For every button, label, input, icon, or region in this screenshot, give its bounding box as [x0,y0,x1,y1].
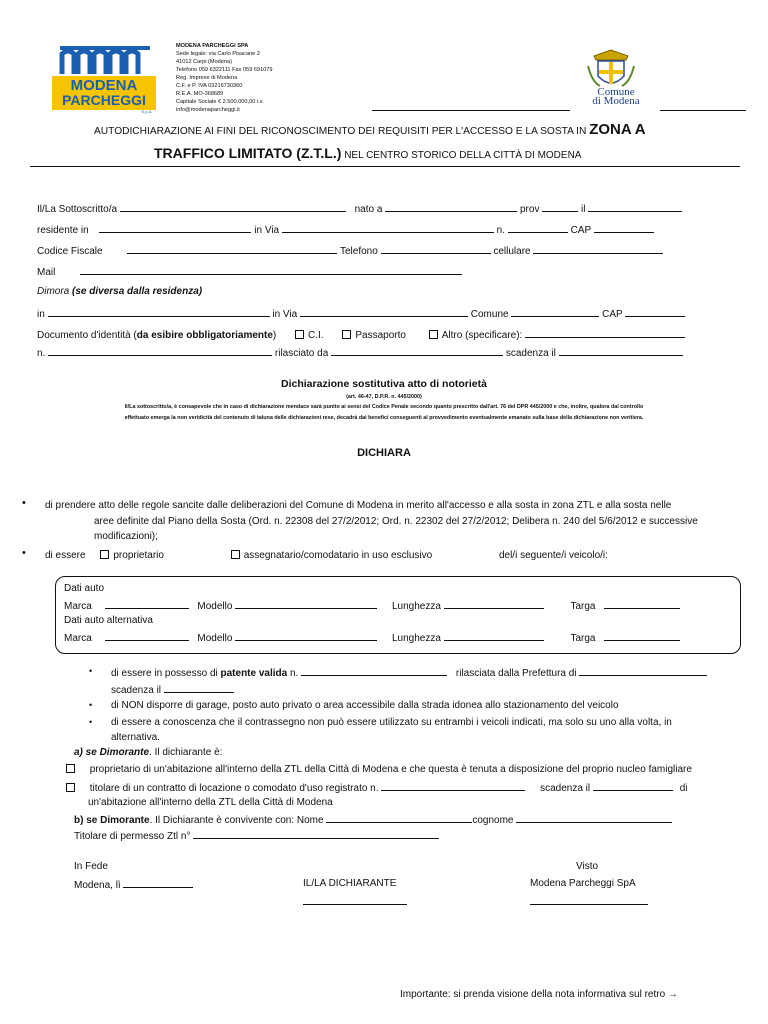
label-telefono: Telefono [339,246,378,257]
dichiarazione-ref: (art. 46-47, D.P.R. n. 445/2000) [346,394,422,400]
comune-name-2: di Modena [592,95,640,107]
label-lunghezza-alt: Lunghezza [391,633,441,644]
field-row-codice-fiscale [37,244,663,257]
label-marca-alt: Marca [64,633,92,644]
address-line: Telefono 059 6322111 Fax 059 691079 [176,67,273,73]
field-row-dimora-address [37,307,685,320]
titolare-permesso-field[interactable] [193,829,439,839]
label-di-essere: di essere [45,550,86,561]
dimora-note: (se diversa dalla residenza) [72,286,203,297]
label-marca: Marca [64,601,92,612]
contratto-scadenza-field[interactable] [593,781,673,791]
label-ci: C.I. [308,330,324,341]
bullet-icon: • [22,497,26,509]
passaporto-checkbox[interactable] [342,330,351,339]
address-line: C.F. e P. IVA 03216730360 [176,83,243,89]
dimoranti-opt2-row [66,781,687,794]
label-comune: Comune [470,309,509,320]
dimoranti-b-row [74,813,672,826]
label-del-veicolo: del/i seguente/i veicolo/i: [498,550,608,561]
patente-number-field[interactable] [301,666,447,676]
label-patente-bold: patente valida [220,668,288,679]
prov-field[interactable] [542,202,578,212]
titolare-row [74,829,439,842]
patente-row [111,666,707,679]
dimoranti-a-row [74,747,222,758]
documento-number-field[interactable] [48,346,272,356]
field-row-sottoscritto [37,202,682,215]
logo-spa: S.p.A. [141,109,153,114]
residenza-cap-field[interactable] [594,223,654,233]
dichiarazione-title: Dichiarazione sostitutiva atto di notorietà [281,378,487,390]
label-mail: Mail [37,267,56,278]
bullet-icon: • [89,666,93,676]
field-row-dimora [37,286,202,297]
title-ztl: TRAFFICO LIMITATO (Z.T.L.) [154,145,342,161]
label-n: n. [496,225,506,236]
dimora-via-field[interactable] [300,307,468,317]
mail-field[interactable] [80,265,462,275]
label-passaporto: Passaporto [355,330,406,341]
patente-scadenza-field[interactable] [164,683,234,693]
label-residente-in: residente in [37,225,89,236]
label-dati-auto: Dati auto [64,583,105,594]
modello-field[interactable] [235,599,377,609]
field-row-residenza [37,223,654,236]
header-line [372,110,570,111]
convivente-nome-field[interactable] [326,813,472,823]
label-documento-close: ) [272,330,277,341]
label-patente-scadenza: scadenza il [111,685,162,696]
scadenza-field[interactable] [559,346,683,356]
footer-note: Importante: si prenda visione della nota informativa sul retro → [400,989,678,1000]
dichiarazione-text1: Il/La sottoscritto/a, è consapevole che in caso di dichiarazione mendace sarà punito ai sensi del Codice Penale secondo quanto prescritto dall'art. 76 del DPR 445/2000 e che, inoltre, qualora dal controllo [124,404,644,410]
modena-parcheggi-logo [52,44,160,114]
label-proprietario: proprietario [113,550,164,561]
label-nato-a: nato a [354,204,383,215]
contratto-number-field[interactable] [381,781,525,791]
label-scadenza: scadenza il [505,348,556,359]
residenza-via-field[interactable] [282,223,494,233]
sottoscritto-field[interactable] [120,202,346,212]
label-dimorante-a-text: . Il dichiarante è: [149,747,223,758]
label-opt2: titolare di un contratto di locazione o comodato d'uso registrato n. [89,783,379,794]
rilasciato-da-field[interactable] [331,346,503,356]
label-modello-alt: Modello [197,633,233,644]
title-line2: NEL CENTRO STORICO DELLA CITTÀ DI MODENA [344,150,582,161]
label-assegnatario: assegnatario/comodatario in uso esclusivo [243,550,433,561]
vehicle-row-alt [64,631,680,644]
dichiarazione-text2: effettuato emerga la non veridicità del contenuto di taluna delle dichiarazioni rese, decadrà dai benefici conseguenti al provvedimento eventualmente emanato sulla base della dichiarazione non veritiera. [124,415,644,421]
label-patente-n: n. [290,668,299,679]
altro-checkbox[interactable] [429,330,438,339]
header-line [660,110,746,111]
label-dati-auto-alt: Dati auto alternativa [64,615,153,626]
bullet-icon: • [89,700,93,710]
dimora-city-field[interactable] [48,307,270,317]
altro-field[interactable] [525,328,685,338]
date-field[interactable] [123,878,193,888]
label-opt2-scadenza: scadenza il [540,783,591,794]
proprietario-checkbox[interactable] [100,550,109,559]
label-targa: Targa [570,601,596,612]
codice-fiscale-field[interactable] [127,244,337,254]
field-row-documento [37,328,685,341]
marca-alt-field[interactable] [105,631,189,641]
label-sottoscritto: Il/La Sottoscritto/a [37,204,118,215]
address-line: Sede legale: via Carlo Pisacane 2 [176,51,260,57]
label-titolare: Titolare di permesso Ztl n° [74,831,191,842]
label-prov: prov [519,204,540,215]
bullet-icon: • [22,547,26,559]
residenza-number-field[interactable] [508,223,568,233]
garage-text: di NON disporre di garage, posto auto privato o area accessibile dalla strada idonea allo stazionamento del veicolo [111,700,619,711]
marca-field[interactable] [105,599,189,609]
label-dichiarante: IL/LA DICHIARANTE [303,878,397,889]
address-line: info@modenaparcheggi.it [176,107,240,113]
label-dimorante-b-text: . Il Dichiarante è convivente con: Nome [149,815,324,826]
dichiara-heading: DICHIARA [357,447,411,459]
logo-text-1: MODENA [70,77,138,94]
label-opt2-line2: un'abitazione all'interno della ZTL della Città di Modena [88,797,333,808]
label-documento-bold: da esibire obbligatoriamente [136,330,273,341]
dimora-cap-field[interactable] [625,307,685,317]
conoscenza-line2: alternativa. [111,732,160,743]
targa-field[interactable] [604,599,680,609]
telefono-field[interactable] [381,244,491,254]
title-line1: AUTODICHIARAZIONE AI FINI DEL RICONOSCIMENTO DEI REQUISITI PER L'ACCESSO E LA SOSTA IN [94,126,587,137]
label-opt1: proprietario di un'abitazione all'interno della ZTL della Città di Modena e che questa è tenuta a disposizione del proprio nucleo famigliare [89,764,692,775]
label-modena-li: Modena, lì [74,880,121,891]
address-line: Reg. Imprese di Modena [176,75,238,81]
field-row-mail [37,265,462,278]
logo-text-2: PARCHEGGI [62,92,146,108]
conoscenza-line1: di essere a conoscenza che il contrassegno non può essere utilizzato su entrambi i veicoli indicati, ma solo su uno alla volta, in [111,717,672,728]
label-cognome: cognome [472,815,514,826]
comune-name-1: Comune [597,86,635,98]
address-line: R.E.A. MO-368689 [176,91,224,97]
lunghezza-alt-field[interactable] [444,631,544,641]
label-rilasciata: rilasciata dalla Prefettura di [455,668,577,679]
proprietario-abitazione-checkbox[interactable] [66,764,75,773]
dimoranti-opt1-row [66,764,692,775]
label-in: in [37,309,45,320]
address-line: 41012 Carpi (Modena) [176,59,232,65]
address-line: Capitale Sociale € 2.500.000,00 i.v. [176,99,264,105]
dichiarante-signature-line[interactable] [303,904,407,905]
label-n-doc: n. [37,348,46,359]
rules-line1: di prendere atto delle regole sancite dalle deliberazioni del Comune di Modena in merito all'accesso e alla sosta in zona ZTL e alla sosta nelle [45,500,672,511]
label-in-fede: In Fede [74,861,108,872]
label-codice-fiscale: Codice Fiscale [37,246,103,257]
label-altro: Altro (specificare): [441,330,523,341]
label-modena-parcheggi: Modena Parcheggi SpA [530,878,636,889]
label-dimorante-b: b) se Dimorante [74,815,150,826]
assegnatario-checkbox[interactable] [231,550,240,559]
prefettura-field[interactable] [579,666,707,676]
label-cap: CAP [570,225,591,236]
label-modello: Modello [197,601,233,612]
nato-a-field[interactable] [385,202,517,212]
birthdate-field[interactable] [588,202,682,212]
label-rilasciato-da: rilasciato da [274,348,329,359]
locazione-checkbox[interactable] [66,783,75,792]
mp-signature-line[interactable] [530,904,648,905]
dimora-comune-field[interactable] [511,307,599,317]
rules-line3: modificazioni); [94,531,158,542]
title-rule [30,166,740,167]
label-cellulare: cellulare [493,246,531,257]
label-in-via: in Via [254,225,280,236]
company-name: MODENA PARCHEGGI SPA [176,43,249,49]
title-zona: ZONA A [589,121,646,138]
field-row-di-essere [45,550,608,561]
label-cap-2: CAP [602,309,623,320]
modello-alt-field[interactable] [235,631,377,641]
label-opt2-di: di [679,783,688,794]
rules-line2: aree definite dal Piano della Sosta (Ord. n. 22308 del 27/2/2012; Ord. n. 22302 del 27/2/2012; Delibera n. 240 del 5/6/2012 e successive [94,516,698,527]
patente-scadenza-row [111,683,234,696]
label-in-via-2: in Via [272,309,298,320]
label-il: il [581,204,586,215]
modena-li-row [74,878,193,891]
residenza-city-field[interactable] [99,223,251,233]
label-targa-alt: Targa [570,633,596,644]
vehicle-row [64,599,680,612]
lunghezza-field[interactable] [444,599,544,609]
cellulare-field[interactable] [533,244,663,254]
field-row-documento-n [37,346,683,359]
convivente-cognome-field[interactable] [516,813,672,823]
label-dimorante-a: a) se Dimorante [74,747,150,758]
label-documento: Documento d'identità ( [37,330,137,341]
label-patente-pre: di essere in possesso di [111,668,218,679]
label-dimora: Dimora [37,286,70,297]
label-visto: Visto [576,861,599,872]
bullet-icon: • [89,717,93,727]
label-lunghezza: Lunghezza [391,601,441,612]
targa-alt-field[interactable] [604,631,680,641]
ci-checkbox[interactable] [295,330,304,339]
